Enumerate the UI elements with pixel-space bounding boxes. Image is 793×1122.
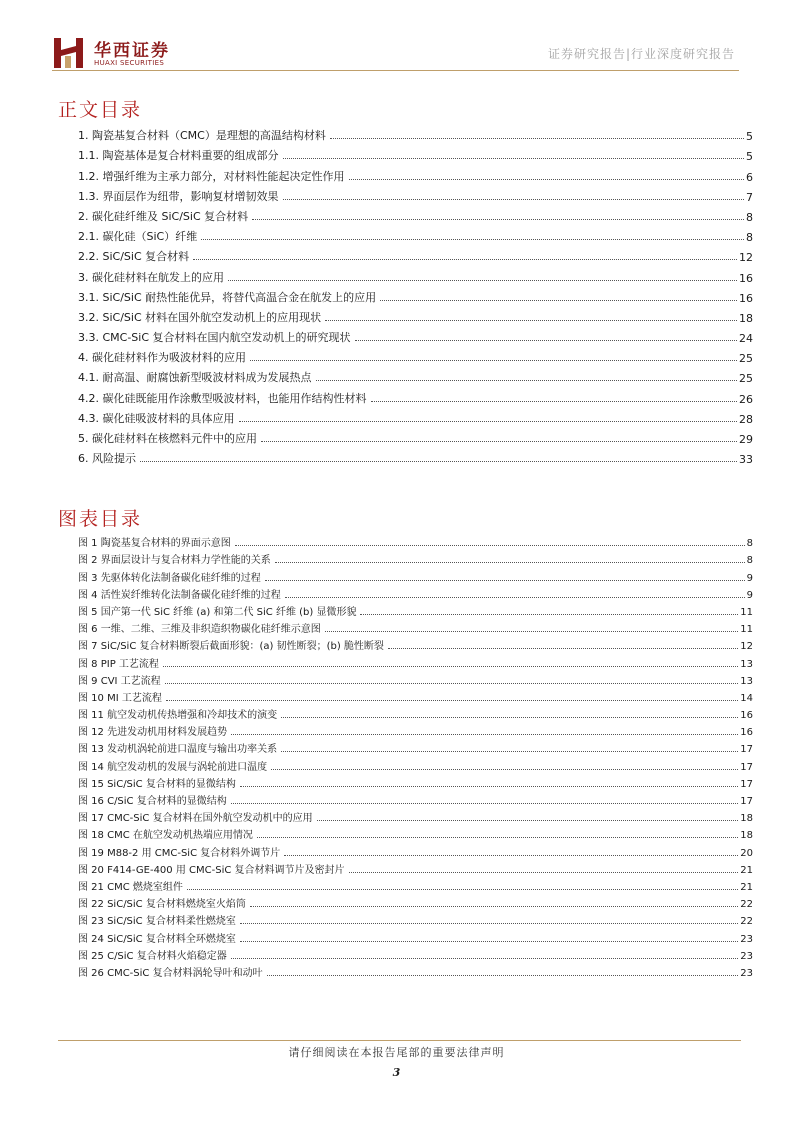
toc-entry-text: 1.1. 陶瓷基体是复合材料重要的组成部分 — [78, 149, 279, 163]
figure-entry-page: 8 — [746, 555, 753, 567]
figure-list — [78, 532, 753, 979]
figure-entry[interactable] — [78, 652, 753, 669]
figure-entry-page: 23 — [740, 933, 753, 945]
figure-entry-text: 图 24 SiC/SiC 复合材料全环燃烧室 — [78, 933, 236, 945]
figure-entry-text: 图 4 活性炭纤维转化法制备碳化硅纤维的过程 — [78, 589, 281, 601]
figure-entry-text: 图 7 SiC/SiC 复合材料断裂后截面形貌：(a) 韧性断裂；(b) 脆性断裂 — [78, 641, 384, 653]
dot-leader — [360, 614, 738, 615]
toc-entry[interactable] — [78, 285, 753, 305]
toc-entry[interactable] — [78, 123, 753, 143]
toc-entry[interactable] — [78, 184, 753, 204]
dot-leader — [285, 597, 745, 598]
dot-leader — [239, 421, 738, 422]
figure-entry-page: 17 — [740, 778, 753, 790]
dot-leader — [281, 751, 738, 752]
page-number: 3 — [392, 1066, 401, 1079]
dot-leader — [371, 401, 738, 402]
toc-entry[interactable] — [78, 305, 753, 325]
toc-entry-page: 8 — [746, 231, 753, 245]
figure-entry-text: 图 16 C/SiC 复合材料的显微结构 — [78, 796, 227, 807]
figure-entry-text: 图 18 CMC 在航空发动机热端应用情况 — [78, 830, 253, 842]
figure-entry[interactable] — [78, 670, 753, 687]
figure-entry[interactable] — [78, 721, 753, 738]
figure-entry[interactable] — [78, 859, 753, 876]
figure-entry-text: 图 9 CVI 工艺流程 — [78, 675, 161, 687]
figure-entry-text: 图 17 CMC-SiC 复合材料在国外航空发动机中的应用 — [78, 813, 313, 825]
figure-entry[interactable] — [78, 962, 753, 979]
figure-entry[interactable] — [78, 807, 753, 824]
table-of-contents — [78, 123, 753, 466]
page-header — [0, 0, 793, 80]
figure-entry[interactable] — [78, 687, 753, 704]
toc-entry[interactable] — [78, 426, 753, 446]
toc-entry-page: 12 — [739, 251, 753, 265]
dot-leader — [250, 906, 738, 907]
toc-entry-page: 5 — [746, 150, 753, 164]
figure-entry-page: 14 — [740, 692, 753, 704]
dot-leader — [250, 360, 737, 361]
dot-leader — [284, 855, 738, 856]
toc-entry-page: 33 — [739, 453, 753, 467]
dot-leader — [140, 461, 737, 462]
figure-entry[interactable] — [78, 927, 753, 944]
dot-leader — [267, 975, 739, 976]
toc-entry-text: 4. 碳化硅材料作为吸波材料的应用 — [78, 351, 246, 365]
dot-leader — [380, 300, 737, 301]
figure-entry-page: 17 — [740, 761, 753, 773]
dot-leader — [265, 580, 745, 581]
figure-entry-text: 图 11 航空发动机传热增强和冷却技术的演变 — [78, 710, 278, 722]
dot-leader — [252, 219, 744, 220]
figure-entry-text: 图 23 SiC/SiC 复合材料柔性燃烧室 — [78, 916, 236, 928]
toc-entry[interactable] — [78, 406, 753, 426]
figure-entry-page: 16 — [740, 727, 753, 739]
toc-entry-page: 28 — [739, 412, 753, 426]
toc-entry-text: 2.1. 碳化硅（SiC）纤维 — [78, 230, 198, 244]
figure-entry[interactable] — [78, 755, 753, 772]
toc-entry-text: 3.1. SiC/SiC 耐热性能优异，将替代高温合金在航发上的应用 — [78, 290, 377, 304]
dot-leader — [349, 179, 745, 180]
figure-entry-text: 图 3 先驱体转化法制备碳化硅纤维的过程 — [78, 572, 261, 584]
figure-entry-page: 11 — [740, 606, 753, 618]
figure-entry[interactable] — [78, 566, 753, 583]
toc-entry[interactable] — [78, 244, 753, 264]
dot-leader — [231, 958, 739, 959]
toc-entry-page: 26 — [739, 392, 753, 406]
toc-entry-text: 1.3. 界面层作为纽带，影响复材增韧效果 — [78, 189, 279, 203]
toc-entry-text: 2.2. SiC/SiC 复合材料 — [78, 250, 190, 264]
figure-entry[interactable] — [78, 910, 753, 927]
figure-entry[interactable] — [78, 773, 753, 790]
figure-entry[interactable] — [78, 876, 753, 893]
figure-entry-page: 22 — [740, 899, 753, 911]
toc-entry[interactable] — [78, 325, 753, 345]
figure-entry[interactable] — [78, 549, 753, 566]
dot-leader — [231, 803, 739, 804]
toc-entry[interactable] — [78, 446, 753, 466]
toc-entry-text: 1.2. 增强纤维为主承力部分，对材料性能起决定性作用 — [78, 169, 345, 183]
toc-entry-page: 8 — [746, 210, 753, 224]
dot-leader — [330, 138, 744, 139]
toc-entry[interactable] — [78, 204, 753, 224]
figure-entry[interactable] — [78, 824, 753, 841]
figure-entry-page: 13 — [740, 675, 753, 687]
dot-leader — [240, 786, 738, 787]
figure-entry-page: 9 — [746, 589, 753, 601]
figure-entry-page: 23 — [740, 967, 753, 979]
dot-leader — [275, 562, 745, 563]
dot-leader — [257, 837, 738, 838]
toc-entry[interactable] — [78, 365, 753, 385]
brand-name-en: HUAXI SECURITIES — [94, 59, 165, 67]
figure-entry-page: 13 — [740, 658, 753, 670]
figure-entry-text: 图 8 PIP 工艺流程 — [78, 658, 159, 670]
toc-entry-page: 25 — [739, 372, 753, 386]
figure-entry[interactable] — [78, 841, 753, 858]
huaxi-logo-icon — [52, 36, 88, 70]
dot-leader — [355, 340, 737, 341]
figure-entry[interactable] — [78, 738, 753, 755]
footer-divider — [58, 1040, 741, 1041]
figure-entry-page: 16 — [740, 710, 753, 722]
dot-leader — [231, 734, 738, 735]
dot-leader — [325, 631, 739, 632]
dot-leader — [201, 239, 744, 240]
toc-entry-text: 6. 风险提示 — [78, 452, 136, 466]
figure-entry-text: 图 20 F414-GE-400 用 CMC-SiC 复合材料调节片及密封片 — [78, 864, 345, 876]
dot-leader — [165, 683, 739, 684]
toc-entry-text: 4.1. 耐高温、耐腐蚀新型吸波材料成为发展热点 — [78, 371, 312, 385]
figure-entry-text: 图 2 界面层设计与复合材料力学性能的关系 — [78, 555, 271, 567]
figure-entry-text: 图 13 发动机涡轮前进口温度与输出功率关系 — [78, 744, 278, 756]
figure-entry[interactable] — [78, 790, 753, 807]
dot-leader — [187, 889, 738, 890]
figure-entry[interactable] — [78, 584, 753, 601]
dot-leader — [388, 648, 738, 649]
figure-entry-page: 9 — [746, 572, 753, 584]
figure-entry-text: 图 22 SiC/SiC 复合材料燃烧室火焰筒 — [78, 899, 246, 911]
toc-entry[interactable] — [78, 264, 753, 284]
toc-entry[interactable] — [78, 163, 753, 183]
figure-entry-page: 11 — [740, 624, 753, 636]
dot-leader — [166, 700, 738, 701]
toc-entry-text: 2. 碳化硅纤维及 SiC/SiC 复合材料 — [78, 209, 249, 223]
figure-entry-page: 23 — [740, 950, 753, 962]
figure-entry[interactable] — [78, 635, 753, 652]
dot-leader — [228, 280, 737, 281]
toc-entry-page: 16 — [739, 291, 753, 305]
dot-leader — [283, 199, 745, 200]
figure-entry-text: 图 6 一维、二维、三维及非织造织物碳化硅纤维示意图 — [78, 624, 321, 636]
figure-entry-page: 18 — [740, 830, 753, 842]
toc-entry-page: 29 — [739, 433, 753, 446]
dot-leader — [235, 545, 745, 546]
dot-leader — [193, 259, 737, 260]
figure-entry-page: 18 — [740, 813, 753, 825]
dot-leader — [271, 769, 738, 770]
toc-title: 正文目录 — [58, 99, 143, 121]
toc-entry-text: 4.3. 碳化硅吸波材料的具体应用 — [78, 411, 235, 425]
figure-entry-page: 21 — [740, 864, 753, 876]
toc-entry-page: 7 — [746, 190, 753, 204]
toc-entry-page: 5 — [746, 130, 753, 144]
figure-entry[interactable] — [78, 618, 753, 635]
toc-entry-text: 3. 碳化硅材料在航发上的应用 — [78, 270, 224, 284]
figure-entry-page: 12 — [740, 641, 753, 653]
toc-entry[interactable] — [78, 385, 753, 405]
dot-leader — [240, 941, 738, 942]
toc-entry-text: 5. 碳化硅材料在核燃料元件中的应用 — [78, 432, 257, 445]
figure-entry-page: 20 — [740, 847, 753, 859]
figure-entry[interactable] — [78, 945, 753, 962]
figure-entry-text: 图 1 陶瓷基复合材料的界面示意图 — [78, 538, 231, 550]
figure-entry[interactable] — [78, 532, 753, 549]
figure-entry[interactable] — [78, 704, 753, 721]
toc-entry[interactable] — [78, 143, 753, 163]
toc-entry-page: 6 — [746, 170, 753, 184]
dot-leader — [281, 717, 738, 718]
brand-name-cn: 华西证券 — [94, 41, 170, 61]
dot-leader — [261, 441, 737, 442]
dot-leader — [283, 158, 745, 159]
toc-entry-text: 3.3. CMC-SiC 复合材料在国内航空发动机上的研究现状 — [78, 331, 351, 345]
figure-entry-text: 图 10 MI 工艺流程 — [78, 692, 162, 704]
toc-entry-text: 1. 陶瓷基复合材料（CMC）是理想的高温结构材料 — [78, 129, 326, 143]
figure-entry-page: 17 — [740, 744, 753, 756]
figure-entry-page: 8 — [746, 538, 753, 550]
toc-entry-text: 4.2. 碳化硅既能用作涂敷型吸波材料，也能用作结构性材料 — [78, 391, 367, 405]
dot-leader — [325, 320, 737, 321]
figure-entry-text: 图 26 CMC-SiC 复合材料涡轮导叶和动叶 — [78, 967, 263, 979]
figures-title: 图表目录 — [58, 508, 143, 530]
toc-entry[interactable] — [78, 224, 753, 244]
dot-leader — [317, 820, 739, 821]
toc-entry-page: 18 — [739, 311, 753, 325]
dot-leader — [349, 872, 739, 873]
figure-entry[interactable] — [78, 601, 753, 618]
figure-entry-page: 21 — [740, 881, 753, 893]
report-type: 证券研究报告|行业深度研究报告 — [547, 47, 735, 61]
header-divider — [52, 70, 739, 71]
figure-entry-text: 图 14 航空发动机的发展与涡轮前进口温度 — [78, 761, 268, 773]
toc-entry-page: 16 — [739, 271, 753, 285]
figure-entry-text: 图 5 国产第一代 SiC 纤维 (a) 和第二代 SiC 纤维 (b) 显微形貌 — [78, 606, 357, 618]
figure-entry-text: 图 19 M88-2 用 CMC-SiC 复合材料外调节片 — [78, 847, 281, 859]
figure-entry-page: 22 — [740, 916, 753, 928]
toc-entry[interactable] — [78, 345, 753, 365]
footer-disclaimer: 请仔细阅读在本报告尾部的重要法律声明 — [288, 1046, 505, 1059]
dot-leader — [316, 380, 738, 381]
dot-leader — [163, 666, 738, 667]
figure-entry-text: 图 25 C/SiC 复合材料火焰稳定器 — [78, 950, 227, 962]
figure-entry-text: 图 21 CMC 燃烧室组件 — [78, 881, 183, 893]
figure-entry[interactable] — [78, 893, 753, 910]
figure-entry-page: 17 — [740, 796, 753, 807]
figure-entry-text: 图 12 先进发动机用材料发展趋势 — [78, 727, 228, 739]
toc-entry-text: 3.2. SiC/SiC 材料在国外航空发动机上的应用现状 — [78, 310, 322, 324]
figure-entry-text: 图 15 SiC/SiC 复合材料的显微结构 — [78, 778, 236, 790]
dot-leader — [240, 923, 738, 924]
toc-entry-page: 24 — [739, 332, 753, 346]
toc-entry-page: 25 — [739, 352, 753, 366]
